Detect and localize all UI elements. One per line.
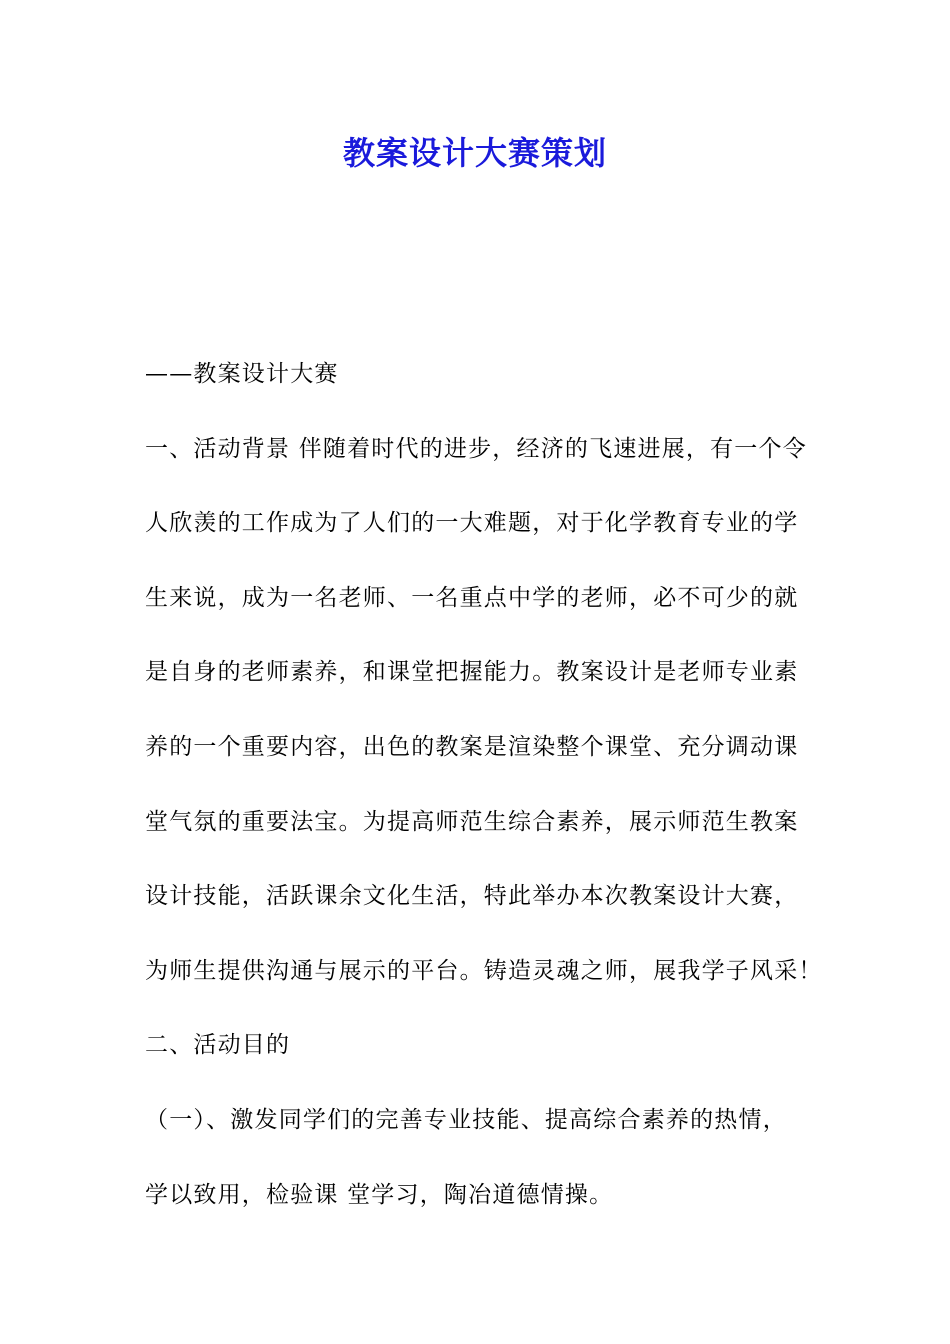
list-item-line: （一）、激发同学们的完善专业技能、提高综合素养的热情，	[145, 1106, 787, 1133]
document-body	[145, 337, 823, 1232]
paragraph-line: 为师生提供沟通与展示的平台。铸造灵魂之师，展我学子风采！	[145, 957, 823, 984]
section-heading-background: 一、活动背景 伴随着时代的进步，经济的飞速进展，有一个令	[145, 435, 807, 462]
section-heading-purpose: 二、活动目的	[145, 1032, 291, 1059]
paragraph-line: 生来说，成为一名老师、一名重点中学的老师，必不可少的就	[145, 584, 799, 611]
document-title: 教案设计大赛策划	[342, 134, 607, 172]
paragraph-line: 是自身的老师素养，和课堂把握能力。教案设计是老师专业素	[145, 659, 799, 686]
paragraph-line: 堂气氛的重要法宝。为提高师范生综合素养，展示师范生教案	[145, 808, 799, 835]
paragraph-line: 设计技能，活跃课余文化生活，特此举办本次教案设计大赛，	[145, 883, 799, 910]
paragraph-line: 人欣羡的工作成为了人们的一大难题，对于化学教育专业的学	[145, 510, 799, 537]
subtitle-line: ——教案设计大赛	[145, 361, 339, 387]
paragraph-line: 养的一个重要内容，出色的教案是渲染整个课堂、充分调动课	[145, 733, 799, 760]
list-item-line: 学以致用，检验课 堂学习，陶冶道德情操。	[145, 1181, 614, 1208]
